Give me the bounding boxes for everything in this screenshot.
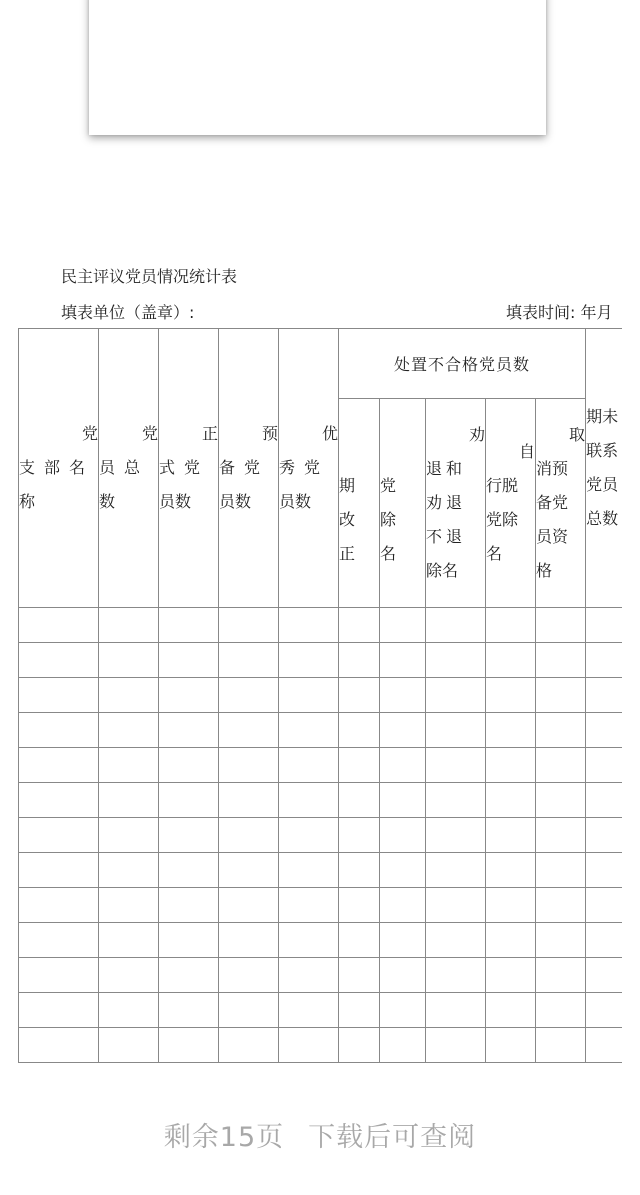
table-cell [19,923,99,958]
col-branch-name-line-3: 称 [19,492,36,511]
col-total-members-line-1: 党 [141,424,158,443]
col-probationary-members [219,329,279,608]
table-cell [339,958,380,993]
table-cell [380,678,426,713]
table-cell [426,888,486,923]
sub-col-self-departure [486,399,536,608]
table-cell [536,853,586,888]
sub-col-expelled-line-1: 党 [380,476,397,495]
table-cell [339,1028,380,1063]
table-cell [486,608,536,643]
table-cell [219,713,279,748]
table-cell [486,923,536,958]
col-excellent-members-line-1: 优 [321,424,338,443]
table-cell [219,958,279,993]
table-cell [586,678,622,713]
table-row [19,993,623,1028]
spacer [380,435,425,469]
sub-col-expelled-line-2: 除 [380,510,397,529]
table-cell [19,993,99,1028]
table-row [19,783,623,818]
table-cell [536,888,586,923]
table-cell [219,783,279,818]
table-row [19,608,623,643]
table-cell [486,888,536,923]
col-uncontacted-members-line-4: 总数 [586,509,619,528]
table-cell [380,748,426,783]
table-row [19,1028,623,1063]
table-cell [19,853,99,888]
table-cell [279,993,339,1028]
header-row-1 [19,329,623,399]
table-cell [380,958,426,993]
table-cell [99,853,159,888]
table-cell [486,713,536,748]
table-cell [339,783,380,818]
statistics-table [18,328,622,1063]
table-row [19,678,623,713]
table-cell [426,1028,486,1063]
table-cell [586,993,622,1028]
sub-col-probation-correction-line-3: 正 [339,544,356,563]
table-row [19,923,623,958]
table-cell [219,993,279,1028]
sub-col-self-departure-line-1: 自 [518,442,535,461]
table-cell [380,853,426,888]
col-excellent-members-line-3: 员数 [279,492,312,511]
table-cell [586,783,622,818]
sub-col-cancel-probation-line-4: 员资 [536,527,569,546]
table-cell [219,748,279,783]
table-cell [426,608,486,643]
table-cell [536,1028,586,1063]
statistics-table-viewport [18,328,622,1068]
table-cell [159,923,219,958]
col-excellent-members-line-2: 秀党 [279,458,330,477]
table-cell [279,923,339,958]
sub-col-probation-correction-line-1: 期 [339,476,356,495]
table-cell [426,993,486,1028]
table-cell [19,888,99,923]
table-cell [19,643,99,678]
table-cell [339,923,380,958]
table-cell [219,888,279,923]
table-cell [586,888,622,923]
table-row [19,958,623,993]
sub-col-persuaded-withdrawal-line-4: 不退 [426,527,467,546]
download-hint-text: 下载后可查阅 [308,1122,477,1153]
sub-col-probation-correction-line-2: 改 [339,510,356,529]
table-cell [159,643,219,678]
table-cell [99,818,159,853]
table-cell [536,958,586,993]
table-cell [159,713,219,748]
col-branch-name-line-1: 党 [81,424,98,443]
table-cell [586,608,622,643]
sub-col-self-departure-line-3: 党除 [486,510,519,529]
table-cell [19,1028,99,1063]
table-cell [99,1028,159,1063]
table-cell [279,783,339,818]
table-cell [380,783,426,818]
table-cell [426,678,486,713]
col-formal-members-line-2: 式党 [159,458,210,477]
table-cell [159,783,219,818]
table-cell [486,643,536,678]
previous-page-sheet [89,0,546,135]
table-cell [279,853,339,888]
table-cell [536,748,586,783]
table-cell [99,958,159,993]
table-cell [159,888,219,923]
table-cell [99,643,159,678]
table-cell [339,608,380,643]
table-cell [380,643,426,678]
table-cell [339,713,380,748]
table-cell [99,713,159,748]
table-cell [219,608,279,643]
table-cell [159,608,219,643]
table-cell [279,958,339,993]
col-total-members-line-3: 数 [99,492,116,511]
table-cell [99,783,159,818]
table-cell [380,923,426,958]
table-cell [486,783,536,818]
table-cell [380,1028,426,1063]
table-cell [279,1028,339,1063]
table-cell [99,608,159,643]
table-cell [99,993,159,1028]
table-cell [486,818,536,853]
table-cell [486,748,536,783]
sub-col-persuaded-withdrawal-line-1: 劝 [468,425,485,444]
sub-col-probation-correction [339,399,380,608]
table-cell [219,923,279,958]
table-cell [586,1028,622,1063]
table-cell [486,678,536,713]
document-title: 民主评议党员情况统计表 [61,267,238,286]
col-uncontacted-members-line-2: 联系 [586,441,619,460]
table-cell [279,713,339,748]
table-cell [339,888,380,923]
sub-col-cancel-probation [536,399,586,608]
fill-unit-label: 填表单位（盖章）: [61,303,195,322]
col-uncontacted-members-line-1: 期未 [586,407,619,426]
sub-col-expelled-line-3: 名 [380,544,397,563]
table-cell [586,748,622,783]
table-cell [339,678,380,713]
table-cell [219,678,279,713]
table-cell [339,818,380,853]
table-cell [159,818,219,853]
table-cell [279,748,339,783]
table-cell [426,643,486,678]
table-row [19,748,623,783]
table-cell [536,923,586,958]
sub-col-cancel-probation-line-2: 消预 [536,459,569,478]
table-cell [426,748,486,783]
sub-col-persuaded-withdrawal [426,399,486,608]
table-cell [426,923,486,958]
col-uncontacted-members [586,329,622,608]
table-row [19,888,623,923]
table-cell [380,818,426,853]
table-cell [99,748,159,783]
table-cell [536,713,586,748]
sub-col-cancel-probation-line-3: 备党 [536,493,569,512]
sub-col-self-departure-line-2: 行脱 [486,476,519,495]
table-cell [219,1028,279,1063]
col-formal-members [159,329,219,608]
table-cell [486,993,536,1028]
table-cell [426,783,486,818]
table-cell [19,958,99,993]
fill-time-label: 填表时间: 年月 [506,303,613,322]
table-row [19,853,623,888]
table-cell [426,958,486,993]
sub-col-cancel-probation-line-1: 取 [569,425,586,444]
table-cell [19,748,99,783]
table-cell [426,818,486,853]
table-cell [219,853,279,888]
col-formal-members-line-1: 正 [201,424,218,443]
table-cell [486,1028,536,1063]
table-cell [219,643,279,678]
table-cell [536,993,586,1028]
table-cell [426,853,486,888]
table-cell [339,748,380,783]
table-cell [279,643,339,678]
table-cell [486,958,536,993]
col-formal-members-line-3: 员数 [159,492,192,511]
table-cell [586,853,622,888]
table-cell [219,818,279,853]
table-cell [536,783,586,818]
table-cell [279,608,339,643]
download-prompt[interactable] [0,1115,640,1154]
sub-col-persuaded-withdrawal-line-3: 劝退 [426,493,467,512]
table-cell [380,888,426,923]
table-cell [380,713,426,748]
table-cell [586,818,622,853]
table-cell [99,678,159,713]
table-cell [19,783,99,818]
col-probationary-members-line-2: 备党 [219,458,270,477]
table-cell [19,608,99,643]
col-probationary-members-line-1: 预 [261,424,278,443]
table-cell [586,958,622,993]
table-cell [536,818,586,853]
table-cell [99,888,159,923]
col-excellent-members [279,329,339,608]
table-cell [380,993,426,1028]
table-cell [19,678,99,713]
table-cell [159,993,219,1028]
table-cell [159,958,219,993]
group-header-unqualified: 处置不合格党员数 [339,329,586,399]
col-total-members-line-2: 员总 [99,458,150,477]
table-row [19,643,623,678]
table-cell [159,678,219,713]
table-cell [339,993,380,1028]
col-probationary-members-line-3: 员数 [219,492,252,511]
table-cell [279,888,339,923]
table-cell [159,748,219,783]
sub-col-persuaded-withdrawal-line-5: 除名 [426,561,459,580]
table-cell [279,678,339,713]
table-cell [586,713,622,748]
table-cell [536,643,586,678]
table-cell [19,713,99,748]
remaining-pages-text: 剩余15页 [163,1122,285,1153]
table-cell [536,678,586,713]
table-cell [159,1028,219,1063]
col-total-members [99,329,159,608]
table-cell [339,853,380,888]
table-cell [586,643,622,678]
sub-col-persuaded-withdrawal-line-2: 退和 [426,459,467,478]
col-branch-name-line-2: 支部名 [19,458,95,477]
table-cell [99,923,159,958]
table-cell [380,608,426,643]
table-row [19,818,623,853]
table-cell [486,853,536,888]
table-cell [159,853,219,888]
sub-col-self-departure-line-4: 名 [486,544,503,563]
table-cell [19,818,99,853]
table-cell [279,818,339,853]
table-cell [339,643,380,678]
sub-col-cancel-probation-line-5: 格 [536,561,553,580]
sub-col-expelled [380,399,426,608]
col-branch-name [19,329,99,608]
spacer [339,435,379,469]
col-uncontacted-members-line-3: 党员 [586,475,619,494]
table-cell [586,923,622,958]
table-cell [536,608,586,643]
table-cell [426,713,486,748]
table-row [19,713,623,748]
